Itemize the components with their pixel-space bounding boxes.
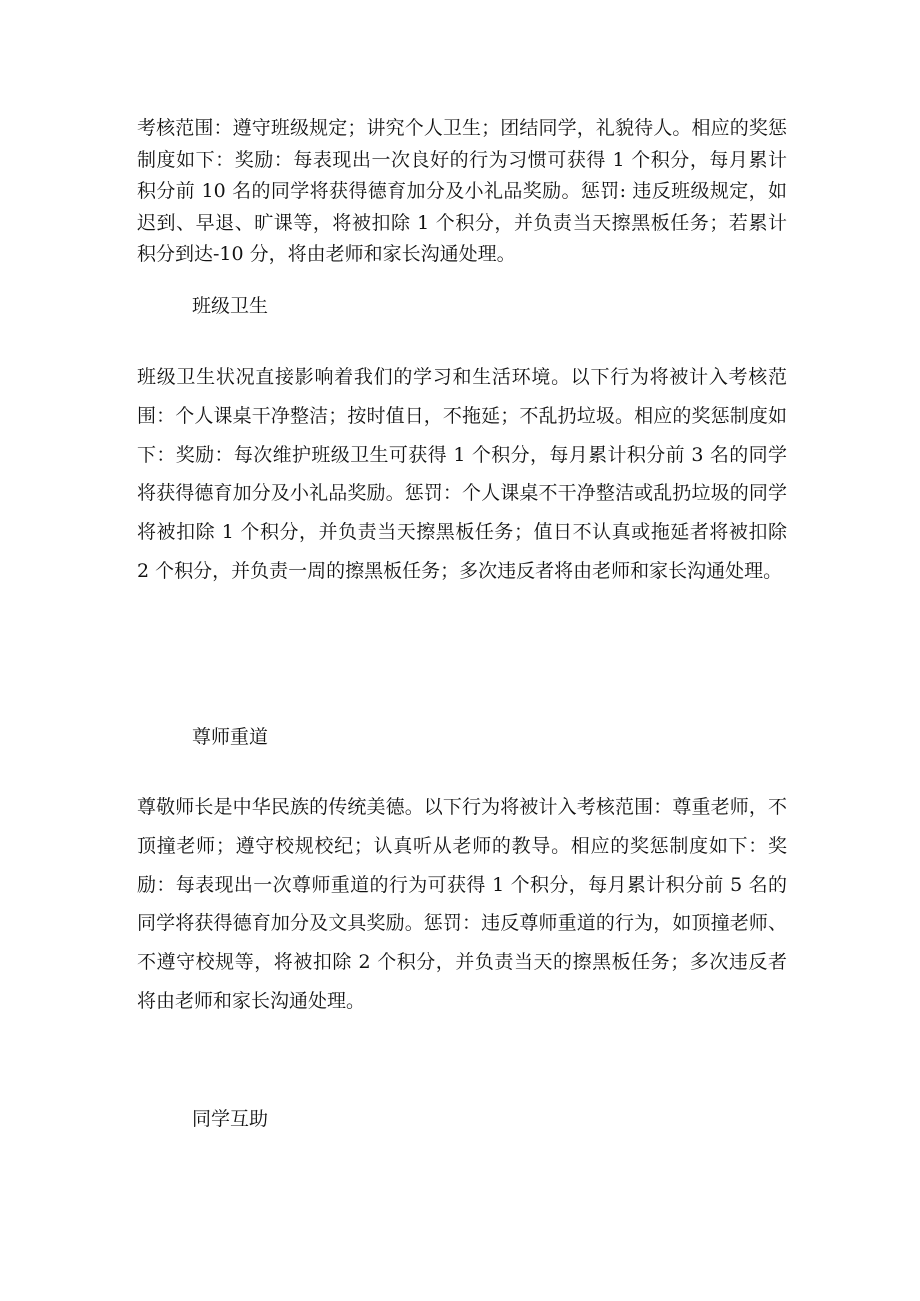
paragraph-class-hygiene: 班级卫生状况直接影响着我们的学习和生活环境。以下行为将被计入考核范围：个人课桌干净整洁；按时值日，不拖延；不乱扔垃圾。相应的奖惩制度如下：奖励：每次维护班级卫生可获得 1 个积分，每月累计积分前 3 名的同学将获得德育加分及小礼品奖励。惩罚：个人课桌不干净整洁或乱扔垃圾的同学将被扣除 1 个积分，并负责当天擦黑板任务；值日不认真或拖延者将被扣除 2 个积分，并负责一周的擦黑板任务；多次违反者将由老师和家长沟通处理。 [137, 366, 787, 582]
paragraph-respect-teachers: 尊敬师长是中华民族的传统美德。以下行为将被计入考核范围：尊重老师，不顶撞老师；遵守校规校纪；认真听从老师的教导。相应的奖惩制度如下：奖励：每表现出一次尊师重道的行为可获得 1 个积分，每月累计积分前 5 名的同学将获得德育加分及文具奖励。惩罚：违反尊师重道的行为，如顶撞老师、不遵守校规等，将被扣除 2 个积分，并负责当天的擦黑板任务；多次违反者将由老师和家长沟通处理。 [137, 796, 787, 1012]
paragraph-conduct-rules: 考核范围：遵守班级规定；讲究个人卫生；团结同学，礼貌待人。相应的奖惩制度如下：奖励：每表现出一次良好的行为习惯可获得 1 个积分，每月累计积分前 10 名的同学将获得德育加分及小礼品奖励。惩罚: 违反班级规定，如迟到、早退、旷课等，将被扣除 1 个积分，并负责当天擦黑板任务；若累计积分到达-10 分，将由老师和家长沟通处理。 [137, 117, 787, 265]
section-heading-mutual-help: 同学互助 [192, 1108, 269, 1130]
section-heading-class-hygiene: 班级卫生 [192, 295, 269, 317]
section-heading-respect-teachers: 尊师重道 [192, 726, 269, 748]
